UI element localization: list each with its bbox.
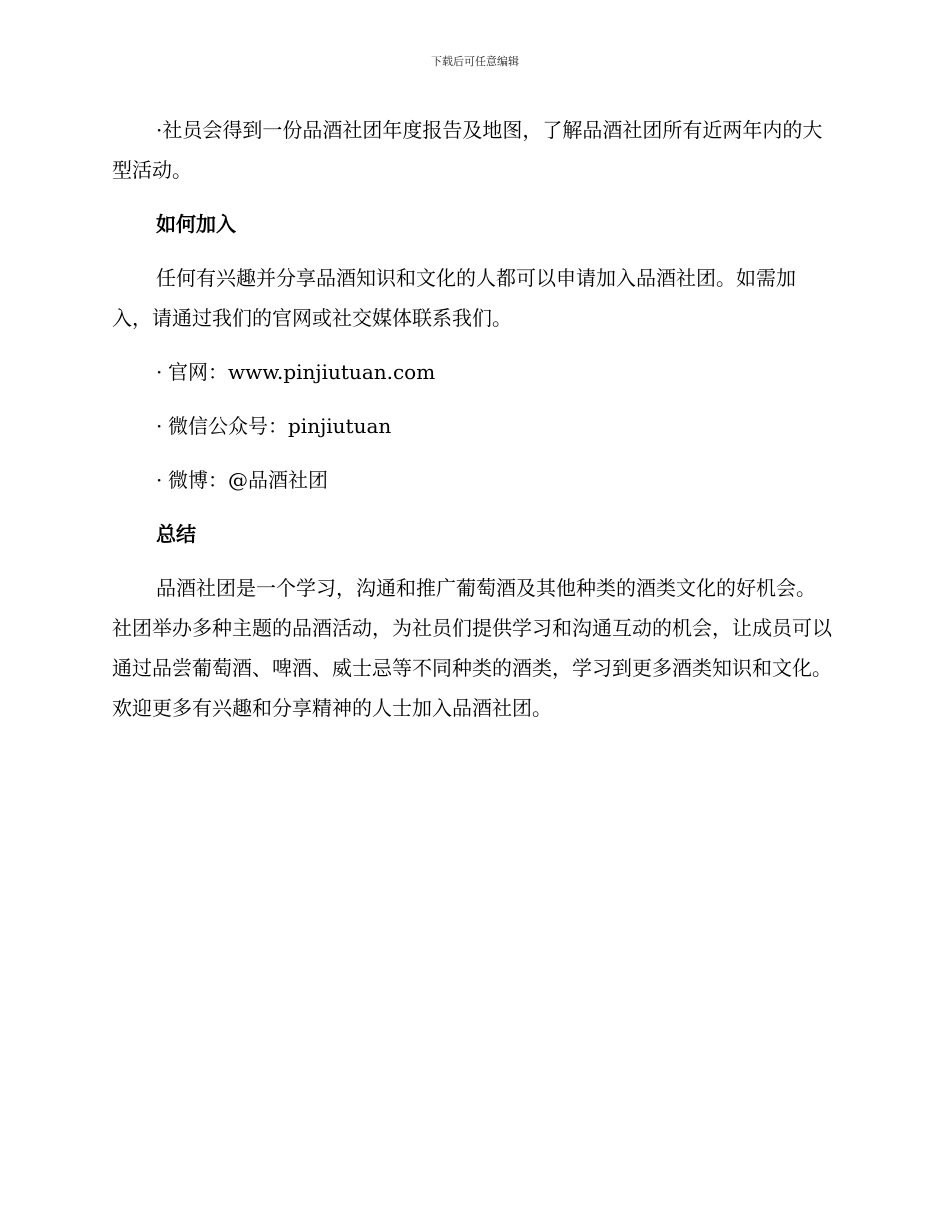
join-heading: 如何加入	[156, 212, 236, 236]
contact-wechat-text: 微信公众号：pinjiutuan	[168, 414, 392, 438]
contact-website	[112, 352, 832, 392]
summary-heading: 总结	[156, 522, 196, 546]
bullet-dot: ·	[156, 360, 163, 384]
contact-wechat	[112, 406, 832, 446]
contact-weibo-text: 微博：@品酒社团	[168, 468, 328, 492]
join-paragraph: 任何有兴趣并分享品酒知识和文化的人都可以申请加入品酒社团。如需加入，请通过我们的官网或社交媒体联系我们。	[112, 266, 796, 330]
document-body	[112, 110, 832, 742]
intro-bullet-paragraph: ·社员会得到一份品酒社团年度报告及地图，了解品酒社团所有近两年内的大型活动。	[112, 118, 823, 182]
contact-weibo	[112, 460, 832, 500]
contact-website-text: 官网：www.pinjiutuan.com	[168, 360, 436, 384]
bullet-dot: ·	[156, 468, 163, 492]
summary-paragraph: 品酒社团是一个学习，沟通和推广葡萄酒及其他种类的酒类文化的好机会。社团举办多种主题的品酒活动，为社员们提供学习和沟通互动的机会，让成员可以通过品尝葡萄酒、啤酒、威士忌等不同种类的酒类，学习到更多酒类知识和文化。欢迎更多有兴趣和分享精神的人士加入品酒社团。	[112, 576, 832, 720]
page-header-note: 下载后可任意编辑	[431, 55, 519, 68]
bullet-dot: ·	[156, 414, 163, 438]
